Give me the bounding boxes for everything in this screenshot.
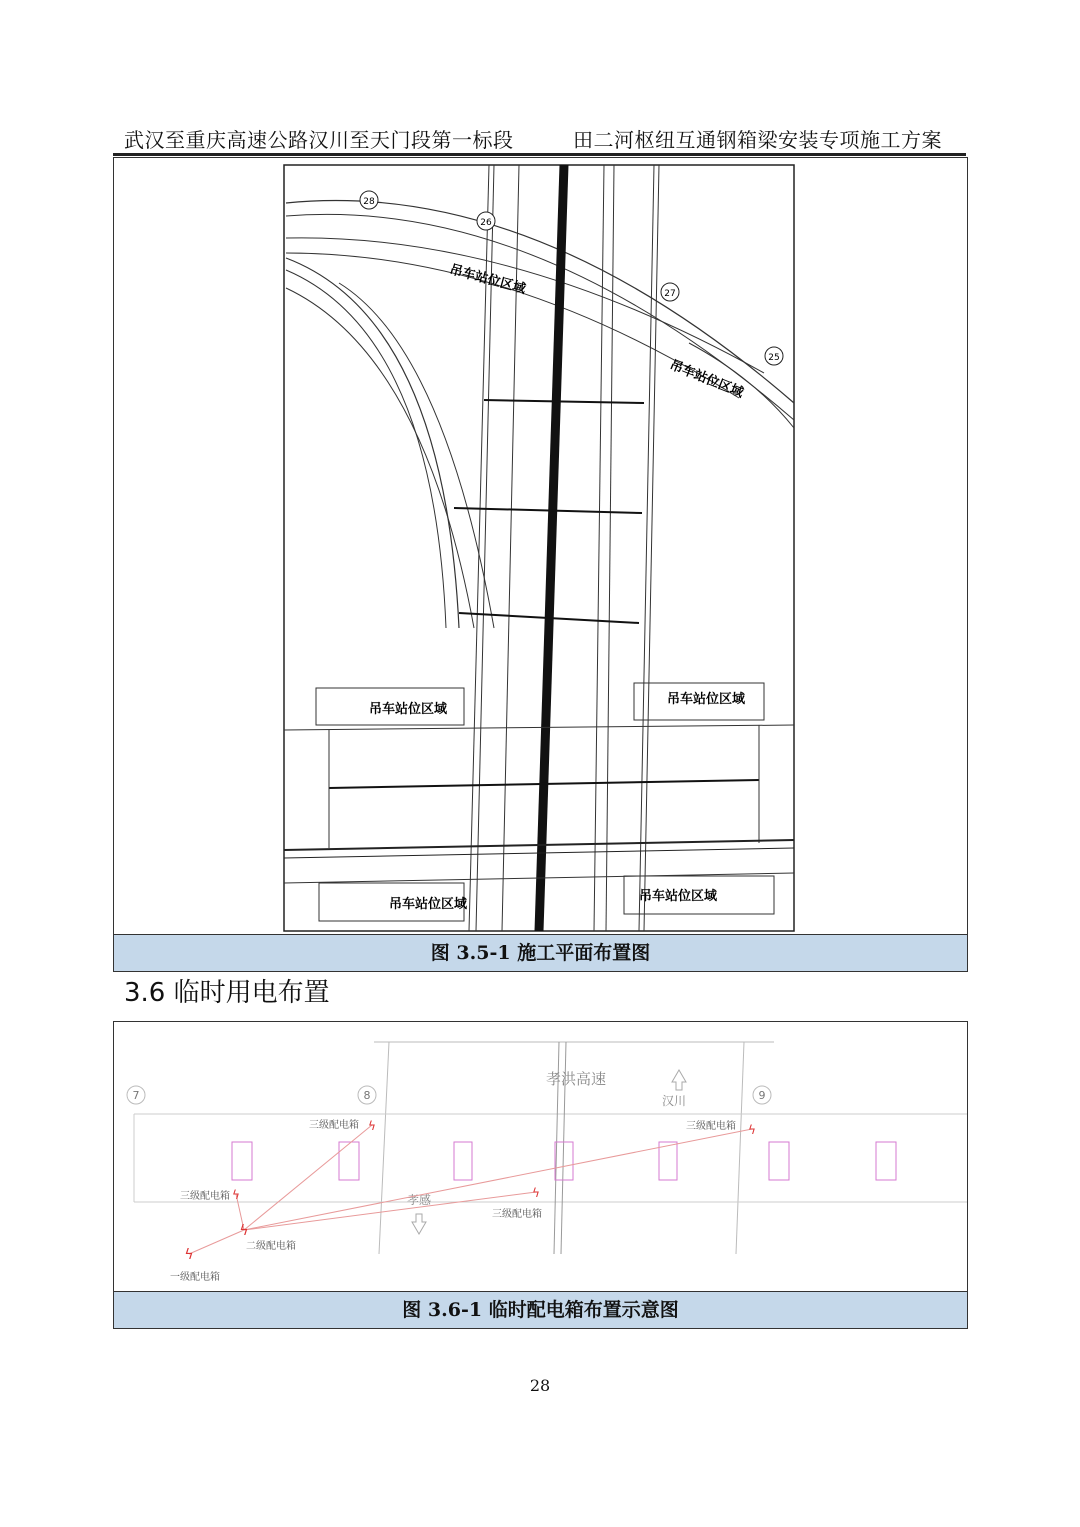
pier-label: 26: [480, 218, 492, 228]
crane-zone-label: 吊车站位区域: [667, 692, 746, 707]
crane-zone-label: 吊车站位区域: [389, 897, 468, 912]
figure-power-distribution: [113, 1021, 968, 1329]
level3-box-icon: ϟ: [532, 1186, 540, 1200]
highway-label: 孝洪高速: [545, 1070, 607, 1088]
header-project-title: 武汉至重庆高速公路汉川至天门段第一标段: [124, 128, 514, 152]
box-label: 二级配电箱: [246, 1241, 296, 1252]
pier-label: 27: [664, 289, 676, 299]
box-label: 一级配电箱: [170, 1272, 220, 1283]
level2-box-icon: ϟ: [239, 1223, 249, 1239]
pier-label: 28: [363, 197, 375, 207]
box-label: 三级配电箱: [686, 1121, 736, 1132]
axis-label: 7: [132, 1089, 140, 1102]
level3-box-icon: ϟ: [232, 1188, 240, 1202]
direction-label-north: 汉川: [661, 1094, 687, 1108]
construction-plan-drawing: [114, 158, 967, 934]
arrow-down-icon: [412, 1214, 426, 1234]
axis-label: 9: [758, 1089, 766, 1102]
crane-zone-label: 吊车站位区域: [369, 702, 448, 717]
figure-caption: 图 3.5-1 施工平面布置图: [114, 934, 967, 971]
arrow-up-icon: [672, 1070, 686, 1090]
power-distribution-drawing: [114, 1022, 967, 1292]
level3-box-icon: ϟ: [368, 1119, 376, 1133]
crane-zone-label: 吊车站位区域: [447, 262, 528, 298]
box-label: 三级配电箱: [309, 1120, 359, 1131]
axis-label: 8: [363, 1089, 371, 1102]
box-label: 三级配电箱: [492, 1209, 542, 1220]
crane-zone-label: 吊车站位区域: [667, 357, 746, 401]
section-title: 3.6 临时用电布置: [124, 978, 330, 1008]
header-document-title: 田二河枢纽互通钢箱梁安装专项施工方案: [573, 128, 942, 152]
box-label: 三级配电箱: [180, 1191, 230, 1202]
level3-box-icon: ϟ: [748, 1123, 756, 1137]
figure-caption: 图 3.6-1 临时配电箱布置示意图: [114, 1291, 967, 1328]
crane-zone-label: 吊车站位区域: [639, 889, 718, 904]
level1-box-icon: ϟ: [184, 1247, 194, 1263]
direction-label-south: 孝感: [406, 1193, 432, 1207]
pier-label: 25: [768, 353, 780, 363]
figure-construction-plan: [113, 157, 968, 972]
page-number: 28: [529, 1376, 551, 1395]
